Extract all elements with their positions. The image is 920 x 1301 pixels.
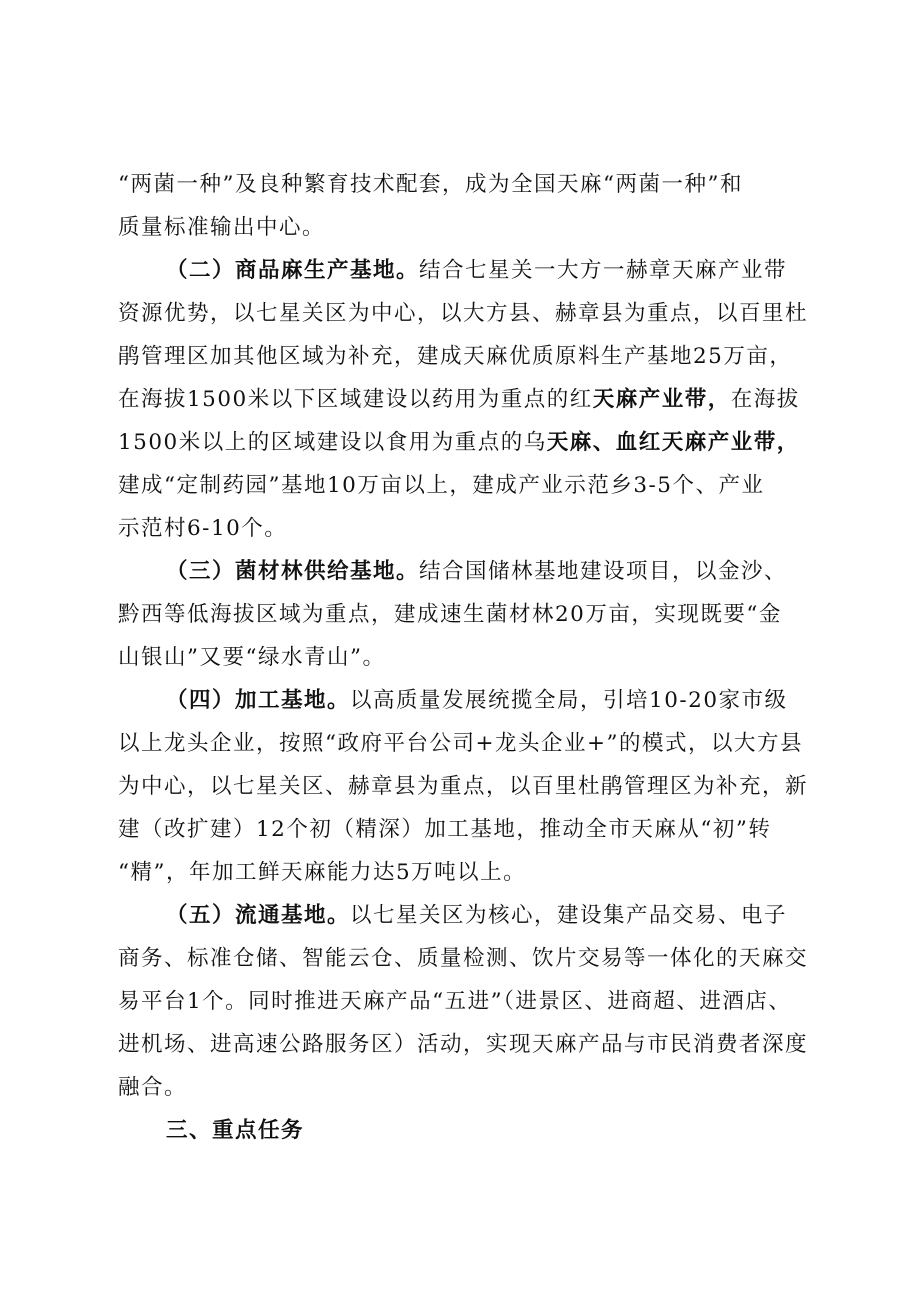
- paragraph-line: 1500米以上的区域建设以食用为重点的乌天麻、血红天麻产业带，: [118, 430, 800, 455]
- subheading-circulation-base: （五）流通基地。: [166, 903, 351, 928]
- paragraph-line: “精”，年加工鲜天麻能力达5万吨以上。: [118, 860, 527, 885]
- paragraph-line: 资源优势，以七星关区为中心，以大方县、赫章县为重点，以百里杜: [118, 301, 809, 326]
- paragraph-line: 山银山”又要“绿水青山”。: [118, 645, 386, 670]
- paragraph-line: 建成“定制药园”基地10万亩以上，建成产业示范乡3-5个、产业: [118, 473, 765, 498]
- paragraph-line: 质量标准输出中心。: [118, 215, 326, 240]
- section-heading: 三、重点任务: [166, 1118, 305, 1143]
- paragraph-line: 示范村6-10个。: [118, 516, 288, 541]
- paragraph-line: （五）流通基地。以七星关区为核心，建设集产品交易、电子: [166, 903, 788, 928]
- paragraph-line: 商务、标准仓储、智能云仓、质量检测、饮片交易等一体化的天麻交: [118, 946, 809, 971]
- paragraph-line: “两菌一种”及良种繁育技术配套，成为全国天麻“两菌一种”和: [118, 172, 743, 197]
- paragraph-line: （三）菌材林供给基地。结合国储林基地建设项目，以金沙、: [166, 559, 788, 584]
- subheading-processing-base: （四）加工基地。: [166, 688, 351, 713]
- paragraph-line: （四）加工基地。以高质量发展统揽全局，引培10-20家市级: [166, 688, 788, 713]
- paragraph-line: 为中心，以七星关区、赫章县为重点，以百里杜鹃管理区为补充，新: [118, 774, 809, 799]
- paragraph-line: 鹃管理区加其他区域为补充，建成天麻优质原料生产基地25万亩，: [118, 344, 793, 369]
- paragraph-line: 黔西等低海拔区域为重点，建成速生菌材林20万亩，实现既要“金: [118, 602, 782, 627]
- paragraph-line: 进机场、进高速公路服务区）活动，实现天麻产品与市民消费者深度: [118, 1032, 809, 1057]
- paragraph-line: 以上龙头企业，按照“政府平台公司+龙头企业+”的模式，以大方县: [118, 731, 804, 756]
- paragraph-line: 融合。: [118, 1075, 188, 1100]
- paragraph-line: 易平台1个。同时推进天麻产品“五进”（进景区、进商超、进酒店、: [118, 989, 792, 1014]
- subheading-fungus-wood-base: （三）菌材林供给基地。: [166, 559, 420, 584]
- paragraph-line: 在海拔1500米以下区域建设以药用为重点的红天麻产业带，在海拔: [118, 387, 800, 412]
- paragraph-line: 建（改扩建）12个初（精深）加工基地，推动全市天麻从“初”转: [118, 817, 772, 842]
- paragraph-line: （二）商品麻生产基地。结合七星关一大方一赫章天麻产业带: [166, 258, 788, 283]
- subheading-commodity-base: （二）商品麻生产基地。: [166, 258, 420, 283]
